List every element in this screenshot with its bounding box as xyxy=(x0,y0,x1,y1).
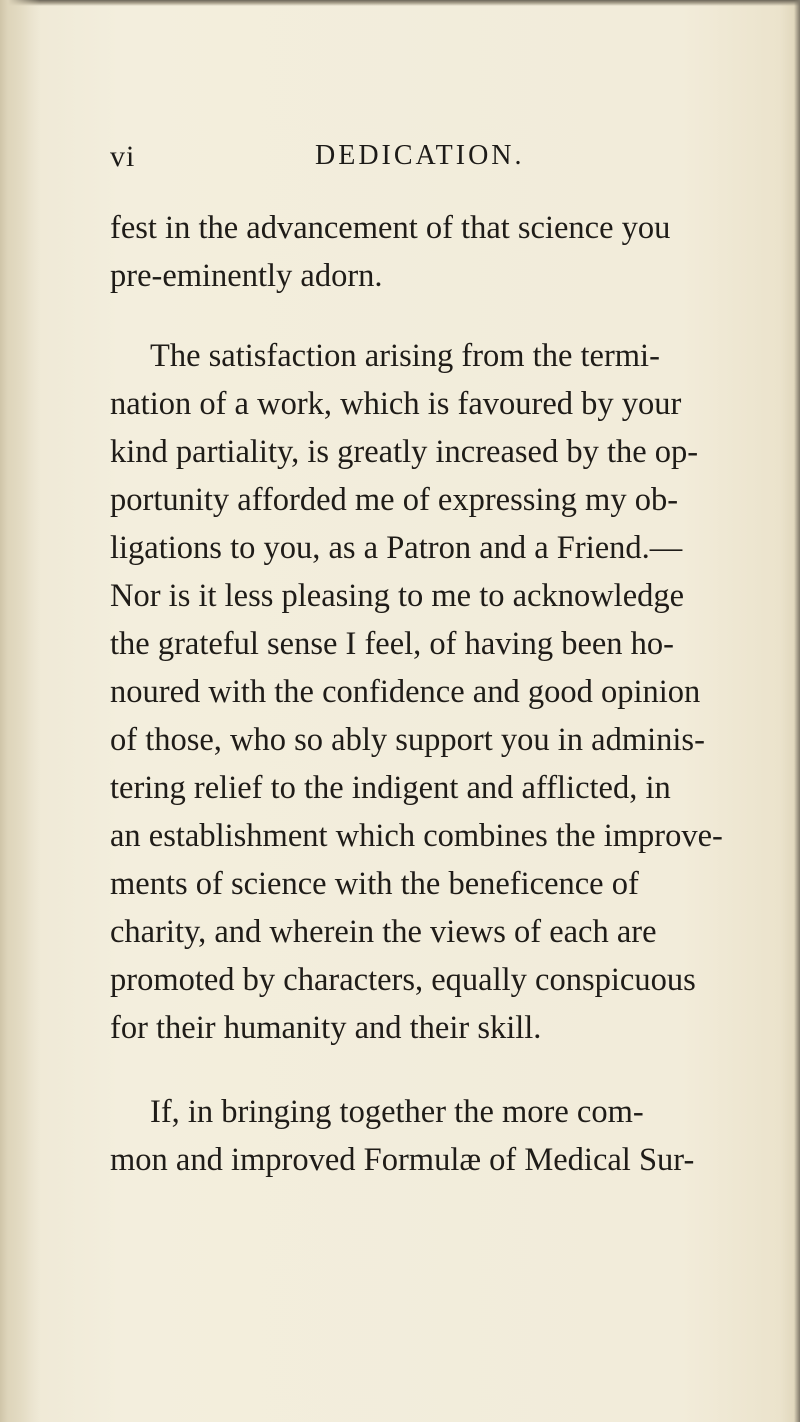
text-line: nation of a work, which is favoured by your xyxy=(110,386,682,422)
text-line: The satisfaction arising from the termi- xyxy=(150,338,660,374)
text-line: ligations to you, as a Patron and a Friend.— xyxy=(110,530,683,566)
page-top-edge xyxy=(0,0,800,6)
text-line: charity, and wherein the views of each are xyxy=(110,914,657,950)
text-line: fest in the advancement of that science you xyxy=(110,210,671,246)
text-line: If, in bringing together the more com- xyxy=(150,1094,644,1130)
text-line: of those, who so ably support you in adminis- xyxy=(110,722,705,758)
running-head: DEDICATION. xyxy=(315,140,525,171)
page-gutter xyxy=(0,0,40,1422)
page-header xyxy=(110,140,730,180)
paragraph-2 xyxy=(110,332,750,1052)
text-line: ments of science with the beneficence of xyxy=(110,866,639,902)
body-text xyxy=(110,204,750,1184)
text-line: an establishment which combines the improve- xyxy=(110,818,723,854)
paragraph-spacer xyxy=(110,300,750,332)
paragraph-1 xyxy=(110,204,750,300)
paragraph-3 xyxy=(110,1088,750,1184)
text-line: kind partiality, is greatly increased by the op- xyxy=(110,434,699,470)
text-line: Nor is it less pleasing to me to acknowledge xyxy=(110,578,685,614)
text-line: for their humanity and their skill. xyxy=(110,1010,542,1046)
paragraph-spacer xyxy=(110,1052,750,1088)
text-line: tering relief to the indigent and afflicted, in xyxy=(110,770,671,806)
text-line: portunity afforded me of expressing my ob- xyxy=(110,482,679,518)
page-number: vi xyxy=(110,140,136,173)
text-line: promoted by characters, equally conspicuous xyxy=(110,962,696,998)
page-right-edge xyxy=(794,0,800,1422)
text-line: noured with the confidence and good opinion xyxy=(110,674,701,710)
text-line: mon and improved Formulæ of Medical Sur- xyxy=(110,1142,695,1178)
text-line: the grateful sense I feel, of having been ho- xyxy=(110,626,675,662)
text-line: pre-eminently adorn. xyxy=(110,258,383,294)
